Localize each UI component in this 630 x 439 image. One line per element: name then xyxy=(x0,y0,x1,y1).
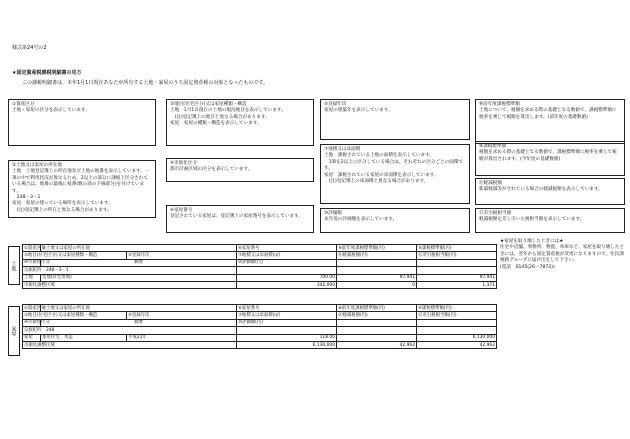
explain-box-std: ⑨課税標準額 税額を求める際の基礎となる数値で、課税標準額に税率を乗じて税額が算出されます。(今年度の基礎数値) xyxy=(475,141,625,176)
house-zone: 市街化調整区域 xyxy=(23,341,237,348)
page-heading: ★固定資産税課税明細書の見方 xyxy=(12,70,82,76)
house-use: 専用住宅 木造 xyxy=(41,334,127,341)
house-net: 42,962 xyxy=(417,341,497,348)
land-h-location: ②土地又は家屋の所在地 xyxy=(41,245,237,252)
land-row-type xyxy=(23,274,497,281)
explain-box-net: ⑫差引税相当額 軽減税額を差し引いた税相当額を表示しています。 xyxy=(475,208,625,233)
land-h-remarks: 摘要 xyxy=(41,259,237,266)
land-h-net: ⑫差引税相当額(円) xyxy=(417,252,497,259)
explain-box-area: ⑦地積又は床面積 土地 課税されている土地の面積を表示しています。 1筆を2以上に区分している場合は、それぞれの区分ごとの面積です。 家屋 課税されている家屋の床面積を表示しています。 (注)登記簿上の床面積と異なる場合があります。 xyxy=(320,144,470,204)
house-asset-type: 家屋 xyxy=(23,334,41,341)
land-h-zone: ④市街化区分 xyxy=(24,260,50,266)
house-h-prev-std: ⑧前年度課税標準額(円) xyxy=(337,305,417,312)
house-h-net: ⑫差引税相当額(円) xyxy=(417,312,497,319)
land-row-valuation xyxy=(23,281,497,288)
land-prev-std: 97,941 xyxy=(337,274,417,281)
house-h-reduction: ⑪軽減税額(円) xyxy=(337,312,417,319)
land-row-location xyxy=(23,267,497,274)
land-location: 宗族町四 248－3－1 xyxy=(23,267,237,274)
land-h-std: ⑨課税標準額(円) xyxy=(417,245,497,252)
house-year: 平成21年 xyxy=(127,334,237,341)
land-asset-type: 土地 xyxy=(23,274,41,281)
house-h-std: ⑨課税標準額(円) xyxy=(417,305,497,312)
land-h-prev-std: ⑧前年度課税標準額(円) xyxy=(337,245,417,252)
land-use: 宅地(住宅用地) xyxy=(41,274,237,281)
house-h-house-number: ⑥家屋番号 xyxy=(237,305,337,312)
explain-box-asset-class: ①資産区分 土地・家屋の区分を表示しています。 xyxy=(8,99,156,146)
house-h-type: ③地目(住宅区分)又は家屋種類・構造 xyxy=(23,312,127,319)
explain-box-house-number: ⑥家屋番号 登記されている家屋は、登記簿上の家屋番号を表示しています。 xyxy=(166,205,314,233)
land-h-area: ⑦地積又は床面積(㎡) xyxy=(237,252,337,259)
demolition-note: ★家屋を取り壊したときには★ 住宅や店舗、事務所、物置、車庫など、家屋を取り壊したときには、翌年から固定資産税が変更になりますので、住民課税務グループに届け出をして下さい。 (電話 0145(26－7872)) xyxy=(500,239,625,270)
land-side-label: 土地 xyxy=(8,246,20,285)
explain-box-valuation: ⑩評価額 本年度の評価額を表示しています。 xyxy=(320,208,470,233)
land-h-house-number: ⑥家屋番号 xyxy=(237,245,337,252)
house-header-row-1 xyxy=(23,305,497,312)
house-location: 宗族町四 248 xyxy=(23,327,237,334)
land-table xyxy=(22,244,497,289)
house-h-area: ⑦地積又は床面積(㎡) xyxy=(237,312,337,319)
house-reduction: 42,962 xyxy=(337,341,417,348)
land-h-asset: ①資産区分 xyxy=(24,245,46,251)
intro-text: この課税明細書は、本年1月1日現在あなたが所有する土地・家屋のうち固定資産税の対象となったものです。 xyxy=(22,80,268,86)
land-valuation: 342,000 xyxy=(237,281,337,288)
house-h-zone: ④市街化区分 xyxy=(24,320,50,326)
land-h-valuation: ⑩評価額(円) xyxy=(237,259,337,266)
explain-box-reduction: ⑪軽減税額 新築軽減等がされている場合の軽減税額を表示しています。 xyxy=(475,178,625,205)
explain-box-land-type: ③地目(住宅区分)又は家屋種類・構造 土地 1月1日現在の土地の現況地目を表示しています。 (注)登記簿上の地目と異なる場合があります。 家屋 家屋の種類・構造を表示しています。 xyxy=(166,99,314,146)
explain-box-year: ⑤登録年次 家屋の建築年を表示しています。 xyxy=(320,99,470,140)
house-h-asset: ①資産区分 xyxy=(24,305,46,311)
form-number: 様式第24号の2 xyxy=(12,45,47,51)
explain-box-location: ②土地又は家屋の所在地 土地 土地登記簿上の所在地及び土地の地番を表示しています。一筆の中で利用状況が異なるため、2以上の部分に課税上区分されている場合は、地番の最後に枝番(数の前の下線部分)を付けています。 248－3－1 家屋 家屋の建っている場所を表示しています。 (注)登記簿上の所在と異なる場合があります。 xyxy=(8,160,156,218)
land-zone: 市街化調整区域 xyxy=(23,281,237,288)
land-h-reduction: ⑪軽減税額(円) xyxy=(337,252,417,259)
land-std: 97,941 xyxy=(417,274,497,281)
land-header-row-1 xyxy=(23,245,497,252)
house-valuation: 6,130,000 xyxy=(237,341,337,348)
land-h-type: ③地目(住宅区分)又は家屋種類・構造 xyxy=(23,252,127,259)
house-h-valuation: ⑩評価額(円) xyxy=(237,319,337,326)
house-std: 6,130,000 xyxy=(417,334,497,341)
explain-box-prev-std: ⑧前年度課税標準額 土地について、税額を求める際の基礎となる数値で、課税標準額に税率を乗じて税額を算出します。(前年度の基礎数値) xyxy=(475,99,625,144)
house-header-row-3 xyxy=(23,319,497,326)
land-h-year: ⑤登録年次 xyxy=(127,252,237,259)
land-header-row-3 xyxy=(23,259,497,266)
house-h-remarks: 摘要 xyxy=(41,319,237,326)
land-area: 700.00 xyxy=(237,274,337,281)
house-row-valuation xyxy=(23,341,497,348)
house-h-location: ②土地又は家屋の所在地 xyxy=(41,305,237,312)
land-header-row-2 xyxy=(23,252,497,259)
house-row-location xyxy=(23,327,497,334)
house-side-label: 家屋 xyxy=(8,306,20,356)
house-table xyxy=(22,304,497,349)
house-h-year: ⑤登録年次 xyxy=(127,312,237,319)
land-reduction: 0 xyxy=(337,281,417,288)
explain-box-urban-zone: ④市街化区分 都市計画区域の区分を表示しています。 xyxy=(166,158,314,182)
land-net: 1,371 xyxy=(417,281,497,288)
house-row-type xyxy=(23,334,497,341)
house-area: 118.00 xyxy=(237,334,337,341)
house-header-row-2 xyxy=(23,312,497,319)
